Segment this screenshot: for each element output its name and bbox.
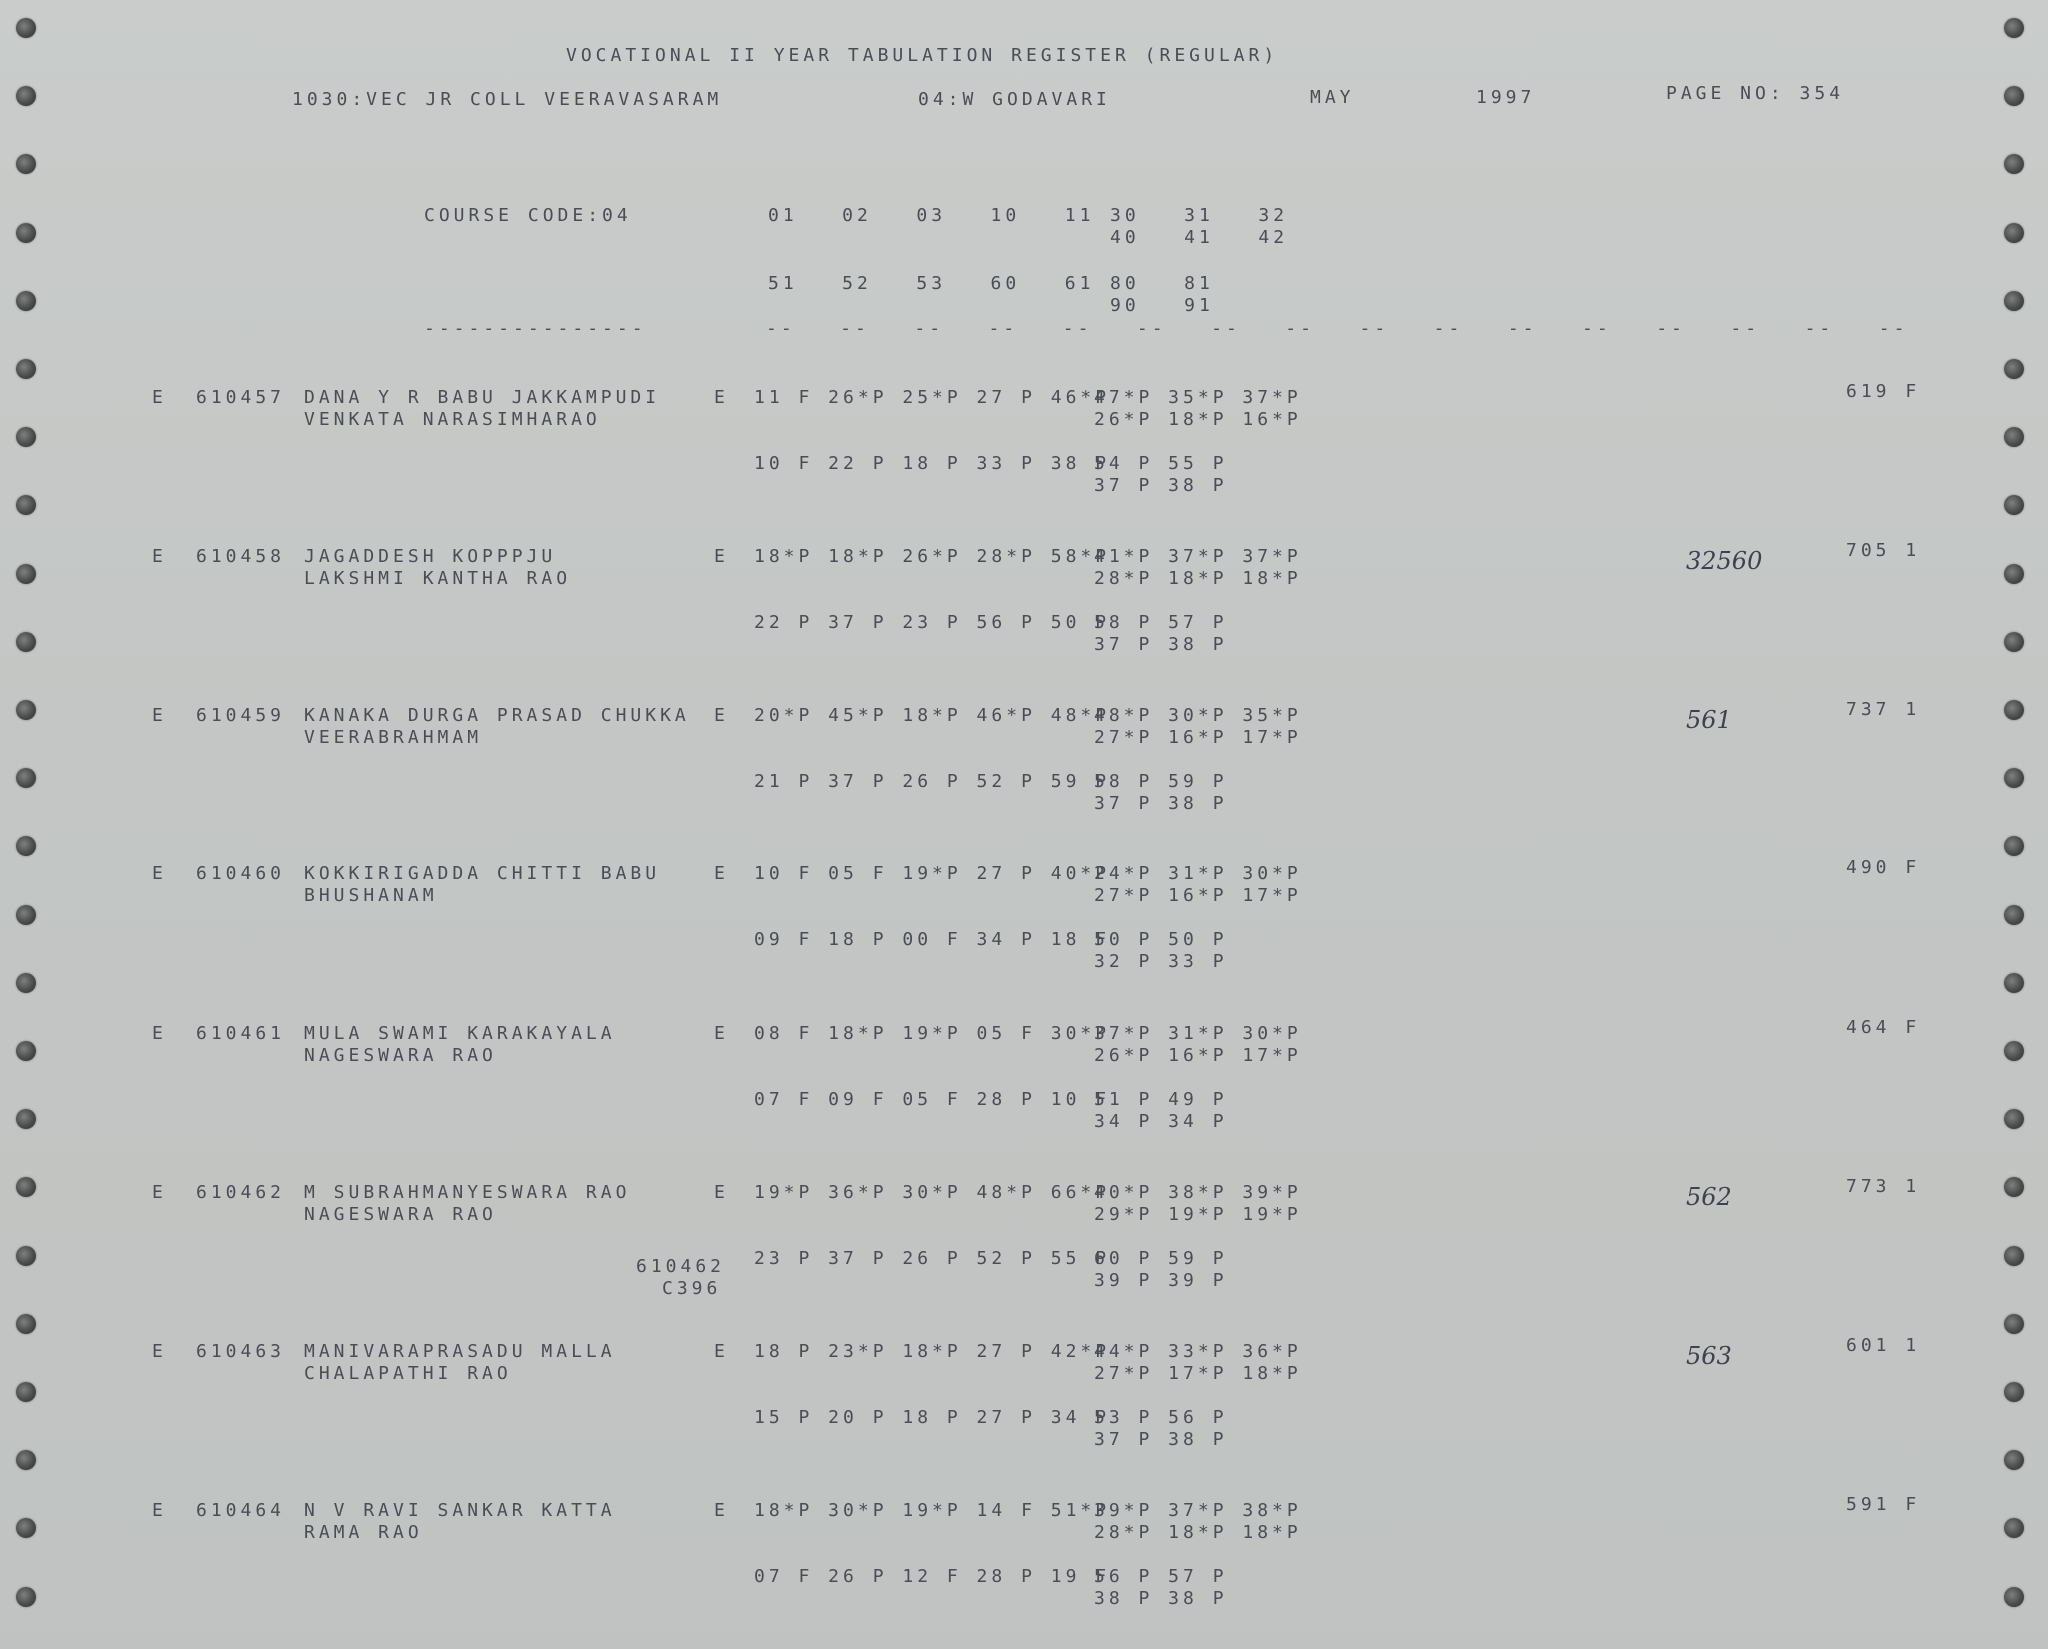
marks-row1: 08 F 18*P 19*P 05 F 30*P <box>754 1023 1111 1044</box>
feed-hole <box>2004 154 2024 174</box>
marks-row1: 18*P 18*P 26*P 28*P 58*P <box>754 546 1111 567</box>
student-record <box>0 1176 2048 1331</box>
student-record <box>0 381 2048 536</box>
student-name-line2: RAMA RAO <box>304 1522 423 1543</box>
student-name-line1: JAGADDESH KOPPPJU <box>304 546 557 567</box>
record-code: E <box>714 1182 729 1203</box>
marks-row1c: 26*P 16*P 17*P <box>1094 1045 1302 1066</box>
record-stream: E <box>152 1341 167 1362</box>
subject-codes-row1: 01 02 03 10 11 <box>768 205 1095 226</box>
hall-ticket-number: 610460 <box>196 863 286 884</box>
hall-ticket-number: 610462 <box>196 1182 286 1203</box>
college-name: 1030:VEC JR COLL VEERAVASARAM <box>292 89 723 110</box>
marks-row1b: 48*P 30*P 35*P <box>1094 705 1302 726</box>
marks-row2c: 38 P 38 P <box>1094 1588 1228 1609</box>
feed-hole <box>16 154 36 174</box>
feed-hole <box>16 359 36 379</box>
page-number: PAGE NO: 354 <box>1666 83 1845 104</box>
reference-number: 610462 <box>636 1256 726 1277</box>
marks-row1c: 27*P 16*P 17*P <box>1094 885 1302 906</box>
marks-row1c: 28*P 18*P 18*P <box>1094 1522 1302 1543</box>
marks-row2: 21 P 37 P 26 P 52 P 59 P <box>754 771 1111 792</box>
feed-hole <box>2004 359 2024 379</box>
dash-separator-codes: -- -- -- -- -- -- -- -- -- -- -- -- -- -- -- -- <box>766 318 1909 339</box>
student-name-line1: N V RAVI SANKAR KATTA <box>304 1500 616 1521</box>
marks-row1b: 39*P 37*P 38*P <box>1094 1500 1302 1521</box>
hall-ticket-number: 610458 <box>196 546 286 567</box>
record-stream: E <box>152 1500 167 1521</box>
student-name-line2: LAKSHMI KANTHA RAO <box>304 568 572 589</box>
marks-row1c: 27*P 17*P 18*P <box>1094 1363 1302 1384</box>
marks-row1b: 41*P 37*P 37*P <box>1094 546 1302 567</box>
total-result: 705 1 <box>1846 540 1921 561</box>
marks-row1: 20*P 45*P 18*P 46*P 48*P <box>754 705 1111 726</box>
total-result: 773 1 <box>1846 1176 1921 1197</box>
marks-row2: 23 P 37 P 26 P 52 P 55 P <box>754 1248 1111 1269</box>
feed-hole <box>2004 291 2024 311</box>
reference-code: C396 <box>662 1278 722 1299</box>
subject-codes-row1b: 30 31 32 <box>1110 205 1289 226</box>
record-code: E <box>714 863 729 884</box>
hall-ticket-number: 610457 <box>196 387 286 408</box>
marks-row1c: 29*P 19*P 19*P <box>1094 1204 1302 1225</box>
subject-codes-row2c: 90 91 <box>1110 295 1214 316</box>
marks-row1b: 47*P 35*P 37*P <box>1094 387 1302 408</box>
record-code: E <box>714 546 729 567</box>
record-stream: E <box>152 546 167 567</box>
subject-codes-row1c: 40 41 42 <box>1110 227 1289 248</box>
marks-row2b: 58 P 59 P <box>1094 771 1228 792</box>
record-code: E <box>714 1500 729 1521</box>
hall-ticket-number: 610461 <box>196 1023 286 1044</box>
hall-ticket-number: 610459 <box>196 705 286 726</box>
record-stream: E <box>152 705 167 726</box>
marks-row2: 15 P 20 P 18 P 27 P 34 P <box>754 1407 1111 1428</box>
marks-row1: 19*P 36*P 30*P 48*P 66*P <box>754 1182 1111 1203</box>
student-name-line1: KANAKA DURGA PRASAD CHUKKA <box>304 705 690 726</box>
marks-row2: 07 F 26 P 12 F 28 P 19 F <box>754 1566 1111 1587</box>
record-code: E <box>714 705 729 726</box>
marks-row1c: 26*P 18*P 16*P <box>1094 409 1302 430</box>
student-name-line2: NAGESWARA RAO <box>304 1045 497 1066</box>
register-title: VOCATIONAL II YEAR TABULATION REGISTER (REGULAR) <box>566 45 1279 66</box>
feed-hole <box>16 291 36 311</box>
student-name-line1: DANA Y R BABU JAKKAMPUDI <box>304 387 661 408</box>
student-record <box>0 699 2048 854</box>
dash-separator-name: --------------- <box>424 318 647 339</box>
marks-row2b: 56 P 57 P <box>1094 1566 1228 1587</box>
marks-row2b: 60 P 59 P <box>1094 1248 1228 1269</box>
marks-row2: 10 F 22 P 18 P 33 P 38 P <box>754 453 1111 474</box>
student-name-line2: BHUSHANAM <box>304 885 438 906</box>
student-record <box>0 540 2048 695</box>
handwritten-serial: 562 <box>1686 1183 1732 1211</box>
marks-row2: 07 F 09 F 05 F 28 P 10 F <box>754 1089 1111 1110</box>
marks-row2c: 37 P 38 P <box>1094 475 1228 496</box>
marks-row1: 10 F 05 F 19*P 27 P 40*P <box>754 863 1111 884</box>
marks-row2: 22 P 37 P 23 P 56 P 50 P <box>754 612 1111 633</box>
marks-row1c: 28*P 18*P 18*P <box>1094 568 1302 589</box>
total-result: 601 1 <box>1846 1335 1921 1356</box>
record-code: E <box>714 1341 729 1362</box>
marks-row2c: 37 P 38 P <box>1094 793 1228 814</box>
feed-hole <box>2004 18 2024 38</box>
student-name-line1: KOKKIRIGADDA CHITTI BABU <box>304 863 661 884</box>
student-name-line2: VEERABRAHMAM <box>304 727 483 748</box>
record-stream: E <box>152 1182 167 1203</box>
feed-hole <box>2004 86 2024 106</box>
student-name-line2: NAGESWARA RAO <box>304 1204 497 1225</box>
district-name: 04:W GODAVARI <box>918 89 1111 110</box>
hall-ticket-number: 610463 <box>196 1341 286 1362</box>
marks-row1: 18 P 23*P 18*P 27 P 42*P <box>754 1341 1111 1362</box>
feed-hole <box>2004 223 2024 243</box>
marks-row1b: 37*P 31*P 30*P <box>1094 1023 1302 1044</box>
record-stream: E <box>152 387 167 408</box>
marks-row2c: 32 P 33 P <box>1094 951 1228 972</box>
feed-hole <box>16 86 36 106</box>
marks-row2b: 50 P 50 P <box>1094 929 1228 950</box>
marks-row2c: 34 P 34 P <box>1094 1111 1228 1132</box>
exam-year: 1997 <box>1476 87 1536 108</box>
marks-row2c: 37 P 38 P <box>1094 1429 1228 1450</box>
marks-row1b: 24*P 31*P 30*P <box>1094 863 1302 884</box>
student-record <box>0 857 2048 1012</box>
total-result: 591 F <box>1846 1494 1921 1515</box>
total-result: 490 F <box>1846 857 1921 878</box>
marks-row1: 18*P 30*P 19*P 14 F 51*P <box>754 1500 1111 1521</box>
marks-row2c: 37 P 38 P <box>1094 634 1228 655</box>
student-record <box>0 1335 2048 1490</box>
feed-hole <box>16 18 36 38</box>
course-code-label: COURSE CODE:04 <box>424 205 632 226</box>
marks-row2b: 53 P 56 P <box>1094 1407 1228 1428</box>
handwritten-serial: 561 <box>1686 706 1732 734</box>
record-code: E <box>714 1023 729 1044</box>
student-name-line1: M SUBRAHMANYESWARA RAO <box>304 1182 631 1203</box>
handwritten-serial: 32560 <box>1686 547 1763 575</box>
marks-row1: 11 F 26*P 25*P 27 P 46*P <box>754 387 1111 408</box>
record-stream: E <box>152 1023 167 1044</box>
marks-row2b: 54 P 55 P <box>1094 453 1228 474</box>
marks-row2b: 58 P 57 P <box>1094 612 1228 633</box>
record-stream: E <box>152 863 167 884</box>
handwritten-serial: 563 <box>1686 1342 1732 1370</box>
subject-codes-row2b: 80 81 <box>1110 273 1214 294</box>
marks-row2b: 51 P 49 P <box>1094 1089 1228 1110</box>
marks-row2c: 39 P 39 P <box>1094 1270 1228 1291</box>
marks-row2: 09 F 18 P 00 F 34 P 18 F <box>754 929 1111 950</box>
student-name-line1: MANIVARAPRASADU MALLA <box>304 1341 616 1362</box>
student-record <box>0 1494 2048 1649</box>
total-result: 619 F <box>1846 381 1921 402</box>
hall-ticket-number: 610464 <box>196 1500 286 1521</box>
marks-row1c: 27*P 16*P 17*P <box>1094 727 1302 748</box>
marks-row1b: 44*P 33*P 36*P <box>1094 1341 1302 1362</box>
exam-month: MAY <box>1310 87 1355 108</box>
total-result: 737 1 <box>1846 699 1921 720</box>
student-name-line1: MULA SWAMI KARAKAYALA <box>304 1023 616 1044</box>
subject-codes-row2: 51 52 53 60 61 <box>768 273 1095 294</box>
feed-hole <box>16 223 36 243</box>
student-name-line2: VENKATA NARASIMHARAO <box>304 409 601 430</box>
student-record <box>0 1017 2048 1172</box>
student-name-line2: CHALAPATHI RAO <box>304 1363 512 1384</box>
total-result: 464 F <box>1846 1017 1921 1038</box>
marks-row1b: 40*P 38*P 39*P <box>1094 1182 1302 1203</box>
record-code: E <box>714 387 729 408</box>
